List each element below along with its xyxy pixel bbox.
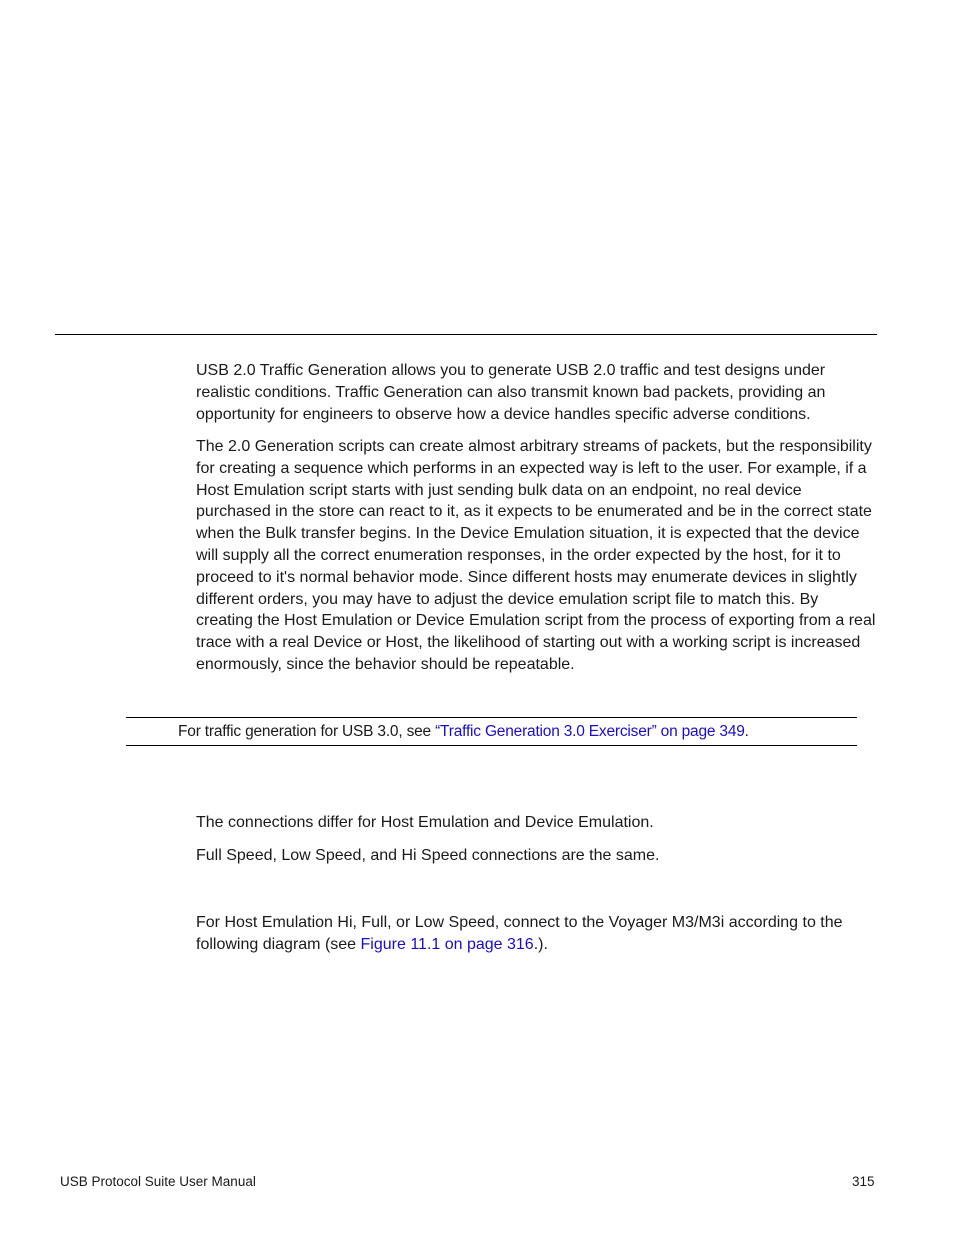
speeds-paragraph: Full Speed, Low Speed, and Hi Speed connections are the same. — [196, 847, 660, 864]
connections-paragraph: The connections differ for Host Emulation and Device Emulation. — [196, 814, 654, 831]
figure-11-1-link[interactable]: Figure 11.1 on page 316 — [360, 935, 534, 953]
page-number: 315 — [852, 1174, 875, 1189]
section-rule — [55, 334, 877, 335]
intro-paragraph: USB 2.0 Traffic Generation allows you to generate USB 2.0 traffic and test designs under realistic conditions. Traffic Generation can also transmit known bad packets, providing an opportunity for engineers to observe how a device handles specific adverse conditions. — [196, 362, 826, 423]
note-box — [126, 717, 857, 746]
host-emulation-suffix: .). — [533, 935, 548, 953]
host-emulation-paragraph — [196, 912, 876, 956]
note-text — [178, 722, 749, 742]
note-suffix: . — [744, 723, 749, 740]
note-prefix: For traffic generation for USB 3.0, see — [178, 723, 436, 740]
usb3-exerciser-link[interactable]: “Traffic Generation 3.0 Exerciser” on page 349 — [435, 723, 745, 740]
footer-title: USB Protocol Suite User Manual — [60, 1174, 256, 1189]
scripts-paragraph: The 2.0 Generation scripts can create almost arbitrary streams of packets, but the responsibility for creating a sequence which performs in an expected way is left to the user. For example, if a Host Emulation script starts with just sending bulk data on an endpoint, no real device purchased in the store can react to it, as it expects to be enumerated and be in the correct state when the Bulk transfer begins. In the Device Emulation situation, it is expected that the device will supply all the correct enumeration responses, in the order expected by the host, for it to proceed to it's normal behavior mode. Since different hosts may enumerate devices in slightly different orders, you may have to adjust the device emulation script file to match this. By creating the Host Emulation or Device Emulation script from the process of exporting from a real trace with a real Device or Host, the likelihood of starting out with a working script is increased enormously, since the behavior should be repeatable. — [196, 438, 876, 673]
host-emulation-prefix: For Host Emulation Hi, Full, or Low Speed, connect to the Voyager M3/M3i according to the following diagram (see — [196, 914, 843, 953]
